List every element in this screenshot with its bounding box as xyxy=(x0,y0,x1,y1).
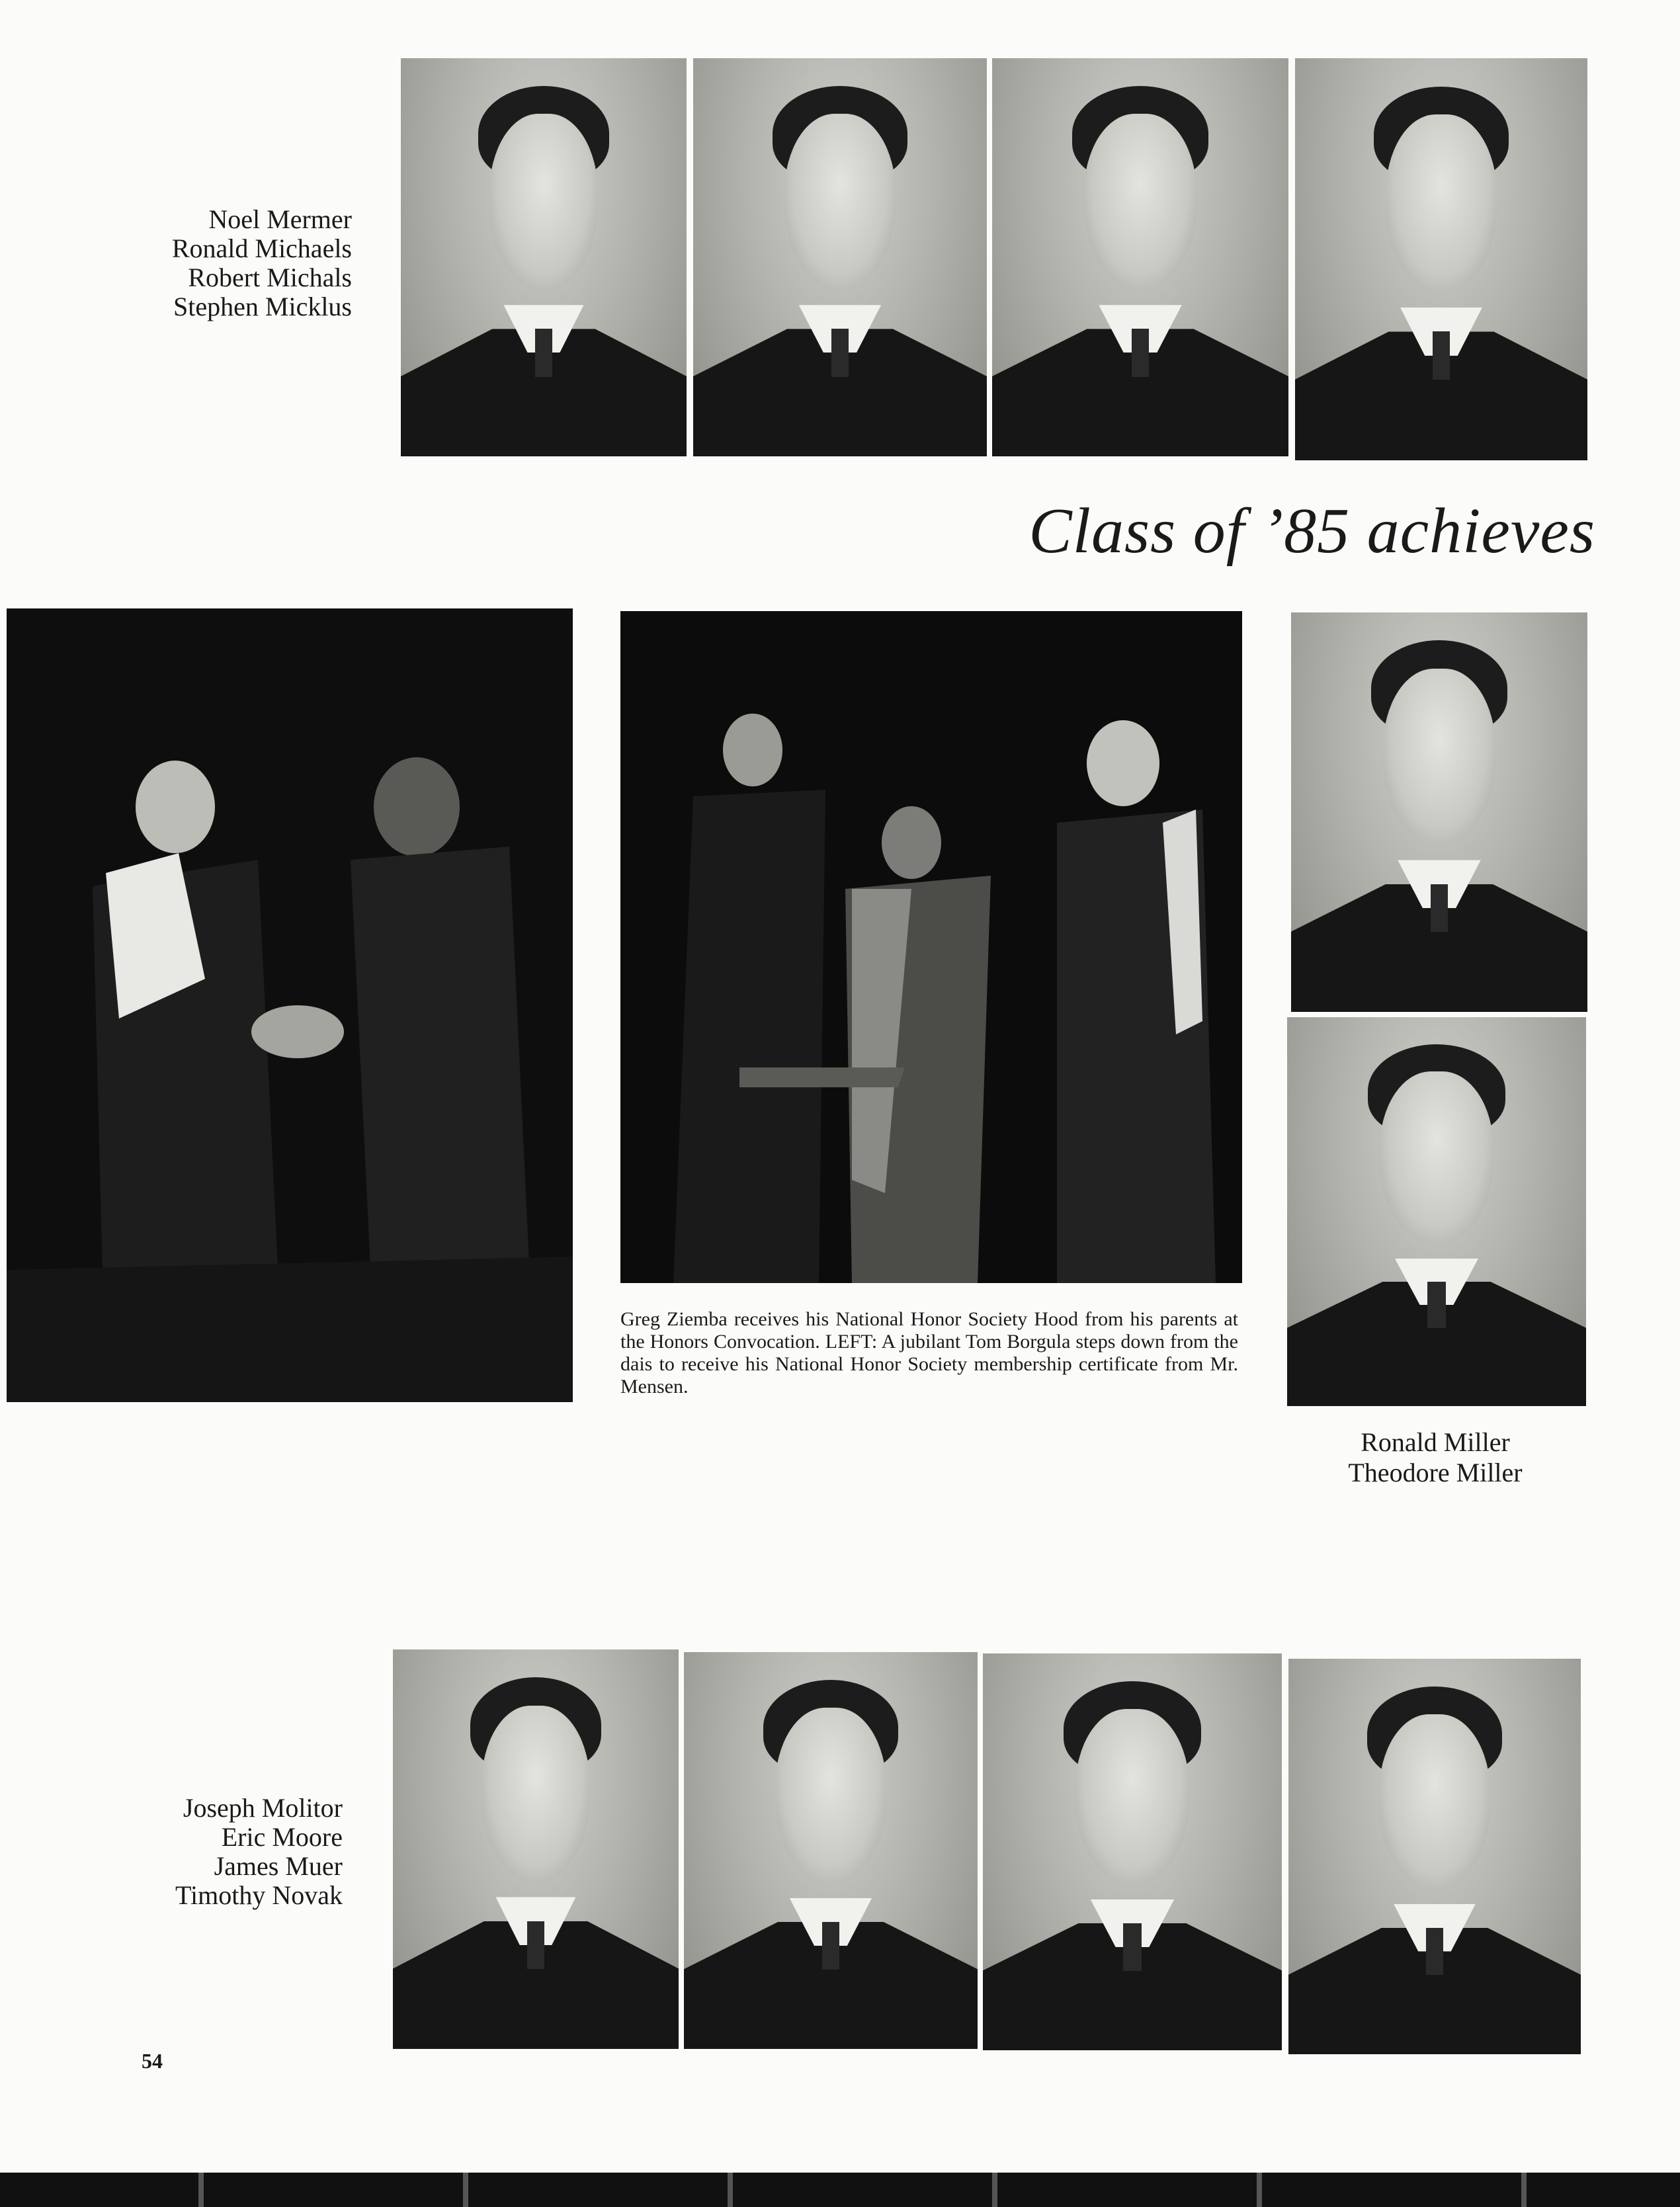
name-stephen-micklus: Stephen Micklus xyxy=(173,292,352,321)
name-ronald-michaels: Ronald Michaels xyxy=(171,233,352,263)
name-theodore-miller: Theodore Miller xyxy=(1348,1458,1523,1487)
name-noel-mermer: Noel Mermer xyxy=(208,204,352,234)
candid-photo-handshake xyxy=(7,608,573,1402)
scan-edge-band xyxy=(0,2173,1680,2207)
name-robert-michals: Robert Michals xyxy=(188,263,352,292)
portrait-eric-moore xyxy=(684,1652,978,2049)
photo-caption: Greg Ziemba receives his National Honor Society Hood from his parents at the Honors Convocation. LEFT: A jubilant Tom Borgula steps down from the dais to receive his National Honor Society membership certificate from Mr. Mensen. xyxy=(620,1308,1238,1397)
candid-hood-scene xyxy=(620,611,1242,1283)
right-names xyxy=(1283,1427,1587,1488)
portrait-james-muer xyxy=(983,1653,1282,2050)
name-ronald-miller: Ronald Miller xyxy=(1361,1427,1510,1457)
portrait-stephen-micklus xyxy=(1295,58,1587,460)
headline: Class of ’85 achieves xyxy=(1029,495,1595,567)
candid-photo-hood xyxy=(620,611,1242,1283)
bottom-names xyxy=(86,1794,343,1910)
name-james-muer: James Muer xyxy=(214,1851,343,1881)
portrait-ronald-michaels xyxy=(693,58,987,456)
name-eric-moore: Eric Moore xyxy=(221,1822,343,1852)
portrait-robert-michals xyxy=(992,58,1288,456)
candid-handshake-scene xyxy=(7,608,573,1402)
top-names xyxy=(93,205,352,321)
name-joseph-molitor: Joseph Molitor xyxy=(183,1793,343,1823)
name-timothy-novak: Timothy Novak xyxy=(175,1880,343,1910)
portrait-theodore-miller xyxy=(1287,1017,1586,1406)
portrait-timothy-novak xyxy=(1288,1659,1581,2054)
portrait-ronald-miller xyxy=(1291,612,1587,1012)
portrait-joseph-molitor xyxy=(393,1649,679,2049)
portrait-noel-mermer xyxy=(401,58,687,456)
page-number: 54 xyxy=(142,2049,163,2073)
